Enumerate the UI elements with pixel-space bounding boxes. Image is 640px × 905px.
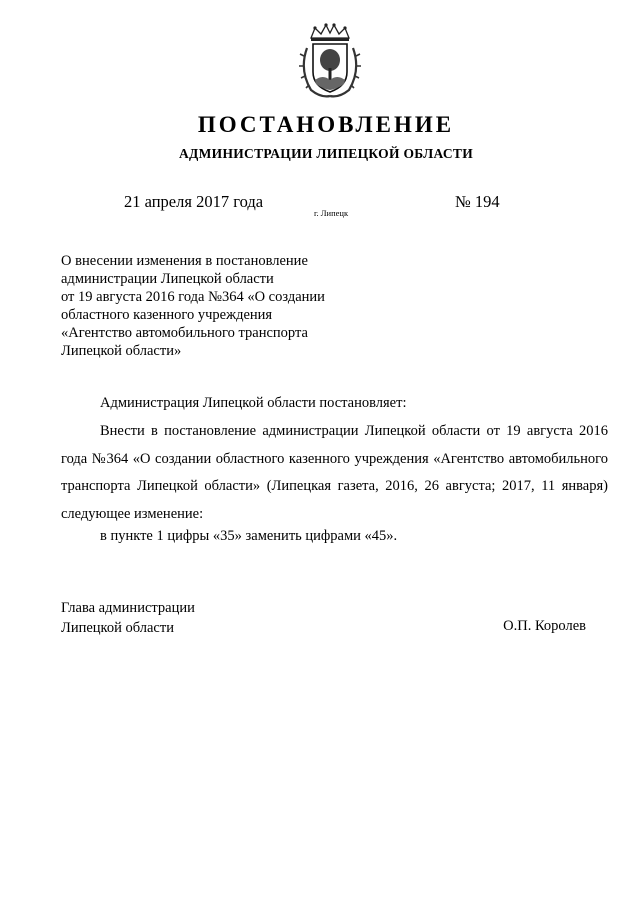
subject-line: администрации Липецкой области — [61, 271, 274, 287]
document-date: 21 апреля 2017 года — [124, 192, 264, 211]
subject-line: от 19 августа 2016 года №364 «О создании — [61, 289, 325, 305]
document-title: ПОСТАНОВЛЕНИЕ — [197, 112, 455, 137]
preamble-text: Администрация Липецкой области постановляет: — [100, 395, 407, 411]
issuing-authority: АДМИНИСТРАЦИИ ЛИПЕЦКОЙ ОБЛАСТИ — [178, 146, 474, 161]
subject-line: областного казенного учреждения — [61, 307, 273, 323]
resolution-paragraph: Внести в постановление администрации Липецкой области от 19 августа 2016 года №364 «О создании областного казенного учреждения «Агентство автомобильного транспорта Липецкой области» (Липецкая газета, 2016, 26 августа; 2017, 11 января) следующее изменение: — [61, 423, 608, 522]
signatory-name: О.П. Королев — [503, 618, 586, 634]
document-number: № 194 — [455, 192, 500, 211]
signatory-position — [61, 598, 195, 638]
subject-line: Липецкой области» — [61, 343, 182, 359]
signatory-position-line: Липецкой области — [61, 620, 174, 636]
amendment-text: в пункте 1 цифры «35» заменить цифрами «45». — [100, 528, 398, 544]
subject-line: О внесении изменения в постановление — [61, 253, 308, 269]
signatory-position-line: Глава администрации — [61, 600, 195, 616]
document-subject — [61, 252, 381, 360]
subject-line: «Агентство автомобильного транспорта — [61, 325, 308, 341]
document-city: г. Липецк — [314, 208, 349, 218]
coat-of-arms-icon — [297, 22, 363, 98]
